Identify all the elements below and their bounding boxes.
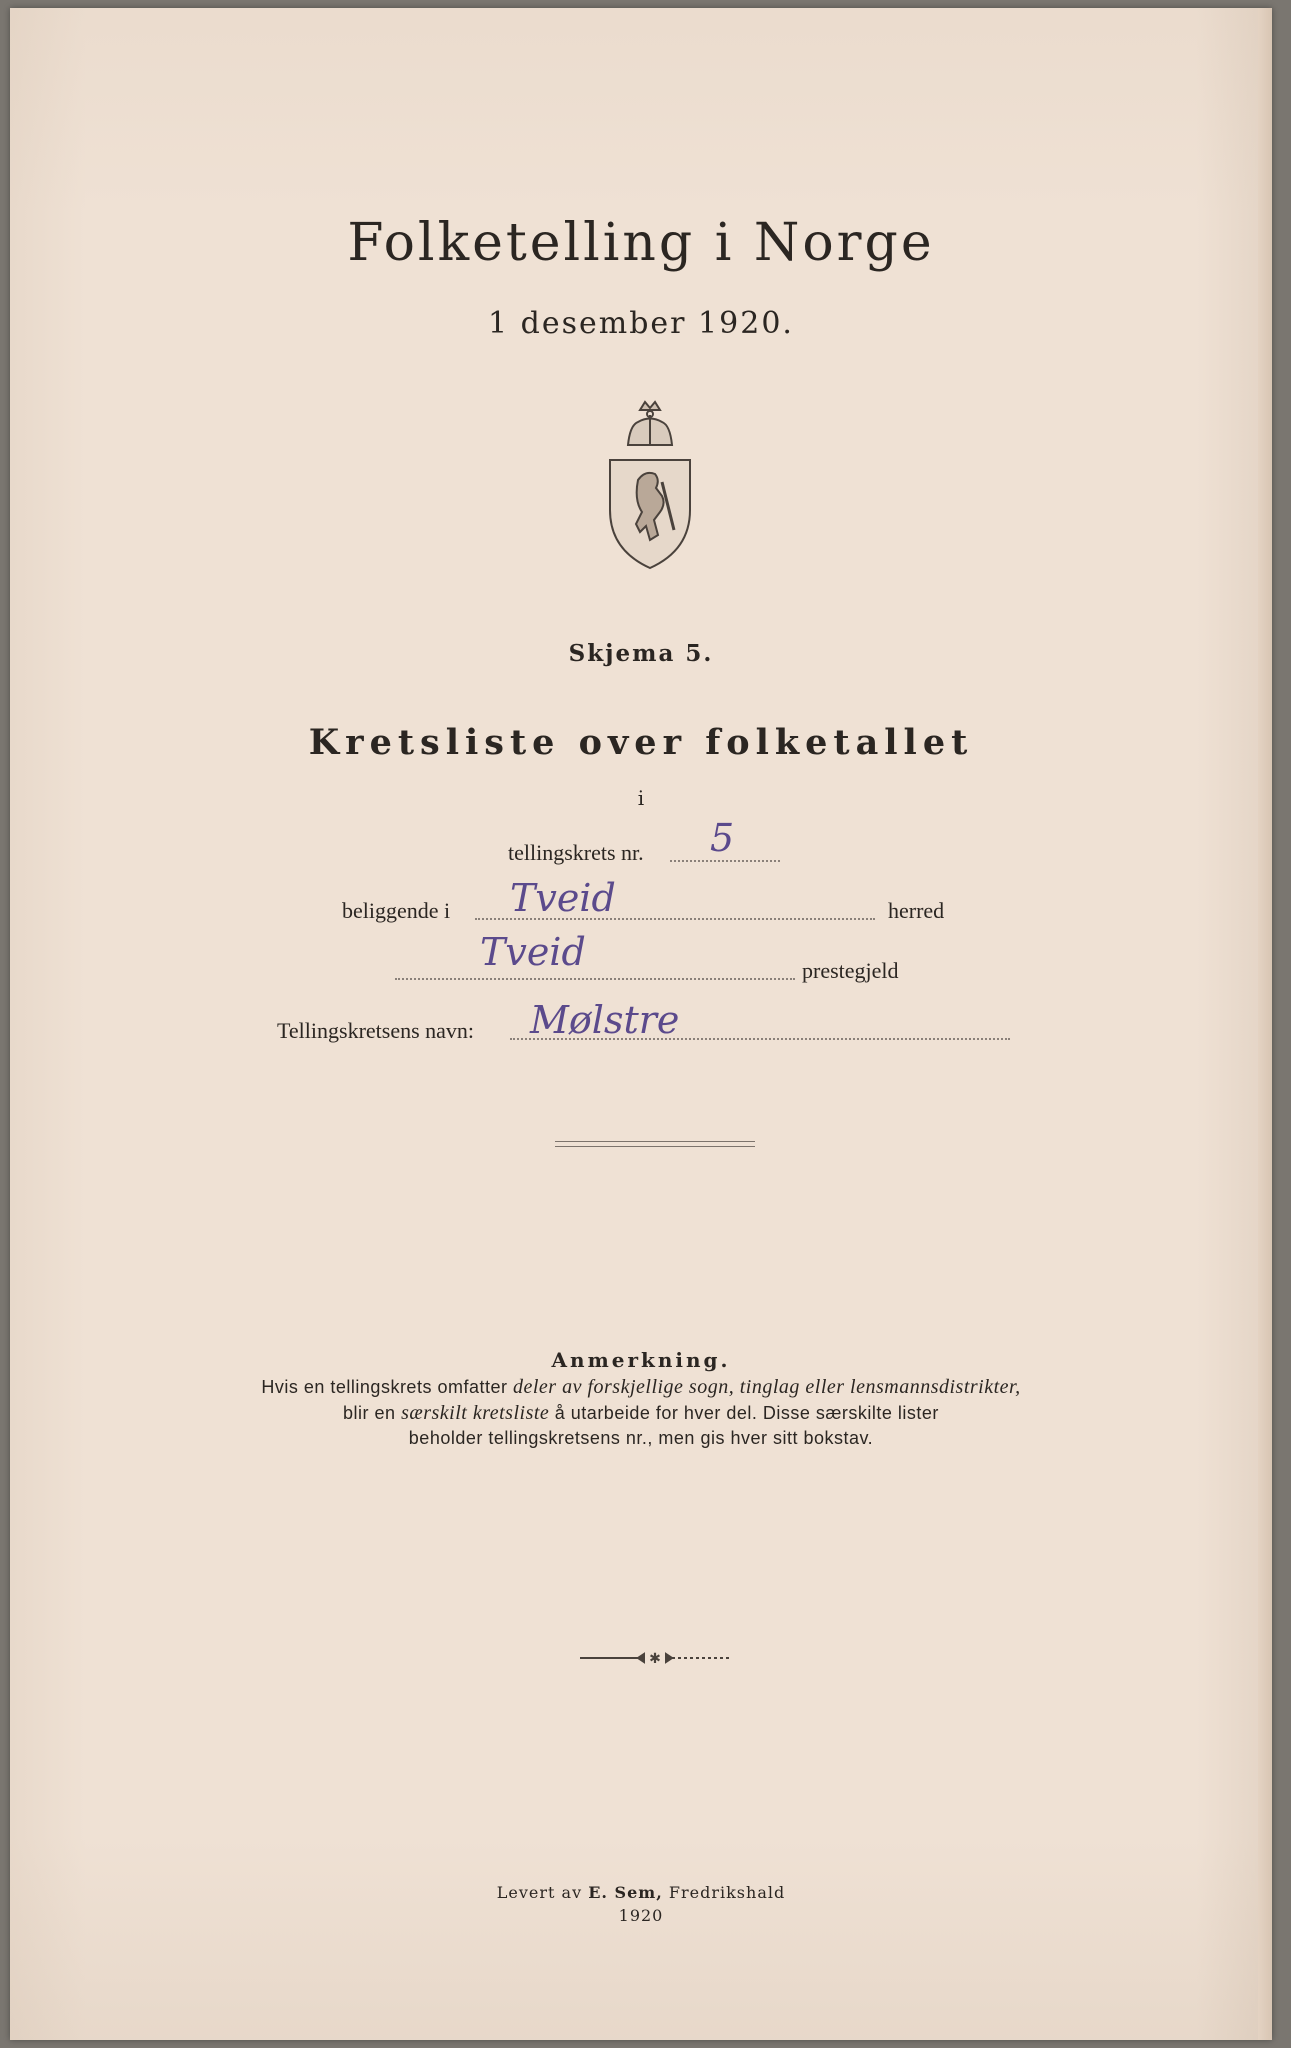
- note-title: Anmerkning.: [551, 1348, 731, 1372]
- connector-word: i: [637, 786, 645, 810]
- krets-nr-value: 5: [710, 816, 735, 860]
- section-divider: [555, 1141, 755, 1147]
- note-line-2-text-b: å utarbeide for hver del. Disse særskilte lister: [549, 1403, 939, 1423]
- note-line-2-emphasis: særskilt kretsliste: [401, 1402, 550, 1424]
- prestegjeld-value: Tveid: [480, 930, 586, 974]
- navn-label: Tellingskretsens navn:: [277, 1018, 475, 1043]
- schema-number: Skjema 5.: [568, 640, 714, 667]
- note-line-2: [10, 1402, 1272, 1425]
- imprint-year: 1920: [618, 1906, 664, 1925]
- herred-value: Tveid: [510, 876, 616, 920]
- census-date: 1 desember 1920.: [488, 306, 794, 341]
- prestegjeld-line: [395, 978, 795, 980]
- krets-nr-line: [670, 860, 780, 862]
- ornament-divider-icon: [580, 1648, 730, 1668]
- census-form-page: [10, 8, 1272, 2040]
- norwegian-coat-of-arms-icon: [600, 400, 700, 570]
- note-line-1: [10, 1376, 1272, 1399]
- note-line-2-text-a: blir en: [343, 1403, 402, 1423]
- krets-nr-label: tellingskrets nr.: [508, 840, 644, 865]
- svg-text:✱: ✱: [649, 1651, 661, 1667]
- beliggende-label: beliggende i: [342, 898, 451, 923]
- note-line-1-emphasis: deler av forskjellige sogn, tinglag eller lensmannsdistrikter,: [512, 1376, 1021, 1398]
- page-title: Folketelling i Norge: [347, 213, 935, 273]
- note-line-3: beholder tellingskretsens nr., men gis hver sitt bokstav.: [408, 1428, 874, 1448]
- prestegjeld-label: prestegjeld: [802, 958, 899, 983]
- herred-label: herred: [888, 898, 945, 923]
- imprint-line: [10, 1883, 1272, 1902]
- imprint-printer: E. Sem,: [588, 1883, 663, 1902]
- imprint-place: Fredrikshald: [662, 1883, 786, 1902]
- navn-value: Mølstre: [530, 998, 680, 1042]
- imprint-prefix: Levert av: [496, 1883, 589, 1902]
- note-line-1-text: Hvis en tellingskrets omfatter: [261, 1377, 513, 1397]
- form-heading: Kretsliste over folketallet: [308, 722, 974, 763]
